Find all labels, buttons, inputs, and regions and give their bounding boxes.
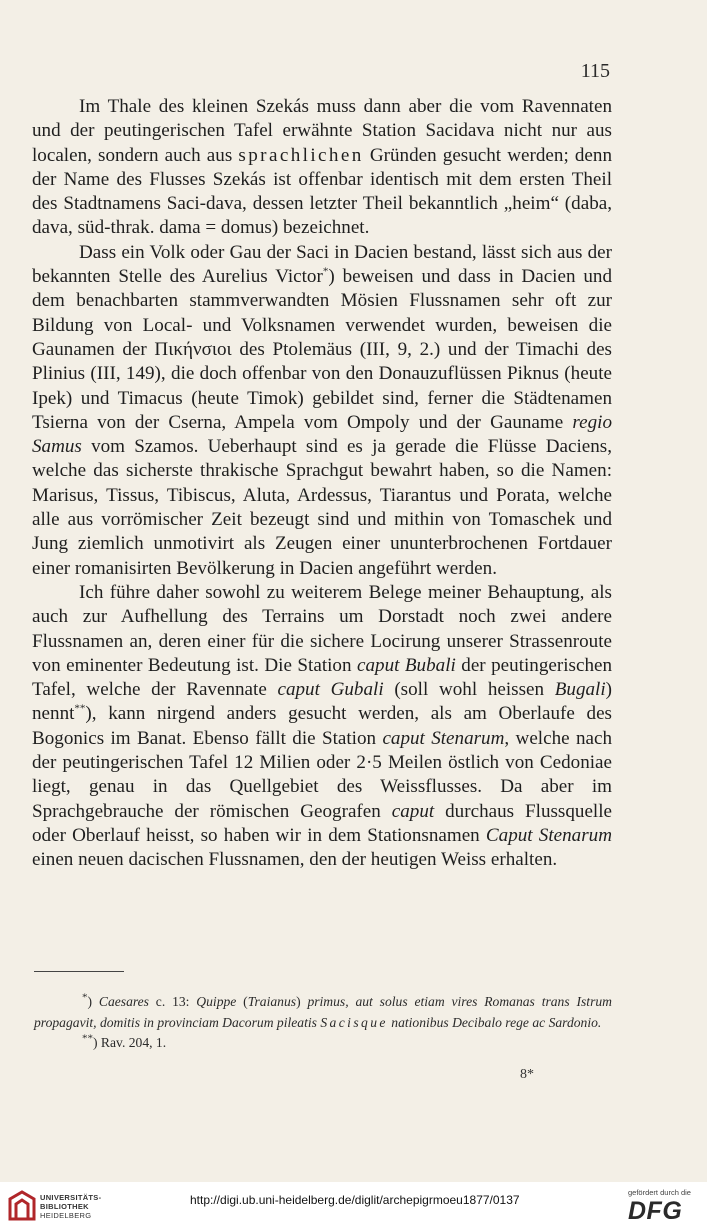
library-name[interactable] <box>40 1193 101 1220</box>
text-segment: Gründen gesucht werden; denn der Name des Flusses Szekás ist offenbar identisch mit dem ersten Theil des Stadtnamens Saci-dava, dessen letzter Theil bekanntlich „heim“ (daba, dava, süd-thrak. dama = domus) bezeichnet. <box>32 144 612 239</box>
text-segment: nationibus Decibalo rege ac Sardonio. <box>391 1014 602 1030</box>
sponsor-caption: gefördert durch die <box>628 1188 691 1197</box>
text-segment: caput Stenarum <box>382 727 505 749</box>
library-name-line-3: HEIDELBERG <box>40 1211 92 1220</box>
text-segment: vom Szamos. Ueberhaupt sind es ja gerade die Flüsse Daciens, welche das sicherste thrakische Sprachgut bewahrt haben, so die Namen: Marisus, Tissus, Tibiscus, Aluta, Ardessus, Tiarantus und Porata, welche alle aus vorrömischer Zeit bezeugt sind und mithin von Tomaschek und Jung ziemlich unmotivirt als Zeugen einer ununterbrochenen Fortdauer einer romanisirten Bevölkerung in Dacien angeführt werden. <box>32 436 612 579</box>
text-segment: ** <box>74 703 86 716</box>
text-segment: * <box>82 991 88 1004</box>
text-segment: primus, aut solus etiam vires Romanas trans Istrum propagavit, domitis in provinciam Dacorum pileatis <box>34 994 612 1030</box>
paragraph-2 <box>32 241 612 581</box>
footnote-rule <box>34 971 124 972</box>
paragraph-1 <box>32 95 612 241</box>
text-segment: Caput Stenarum <box>485 824 612 846</box>
text-segment: Traianus <box>247 994 297 1009</box>
text-segment: ) Rav. 204, 1. <box>93 1035 167 1050</box>
text-segment: , welche nach der peutingerischen Tafel 12 Milien oder 2·5 Meilen östlich von Cedoniae liegt, genau in das Quellgebiet des Weissflusses. Da aber im Sprachgebrauche der römischen Geografen <box>32 727 612 822</box>
viewer-footer <box>0 1182 707 1232</box>
text-segment: Sacisque <box>320 1014 388 1030</box>
text-segment: caput Bubali <box>357 654 456 676</box>
text-segment: Caesares <box>98 994 149 1009</box>
dfg-logo[interactable]: DFG <box>628 1197 683 1225</box>
paragraph-3 <box>32 581 612 873</box>
main-text <box>32 95 612 873</box>
printer-signature: 8* <box>520 1067 534 1082</box>
library-name-line-1: UNIVERSITÄTS- <box>40 1193 102 1202</box>
text-segment: durchaus Flussquelle oder Oberlauf heisst, so haben wir in dem Stationsnamen <box>32 800 612 846</box>
text-segment: ), kann nirgend anders gesucht werden, als am Oberlaufe des Bogonics im Banat. Ebenso fällt die Station <box>32 703 612 749</box>
text-segment: Quippe <box>196 994 237 1009</box>
text-segment: c. 13: <box>148 994 197 1009</box>
text-segment: Ich führe daher sowohl zu weiterem Belege meiner Behauptung, als auch zur Aufhellung des Terrains um Dorstadt noch zwei andere Flussnamen an, deren einer für die sichere Locirung unserer Strassenroute von eminenter Bedeutung ist. Die Station <box>32 581 612 676</box>
text-segment: einen neuen dacischen Flussnamen, den der heutigen Weiss erhalten. <box>32 849 558 871</box>
text-segment: der peutingerischen Tafel, welche der Ravennate <box>32 654 613 701</box>
text-segment: ) <box>296 994 308 1009</box>
text-segment: Im Thale des kleinen Szekás muss dann aber die vom Ravennaten und der peutingerischen Tafel erwähnte Station Sacidava nicht nur aus localen, sondern auch aus <box>32 96 612 166</box>
text-segment: (soll wohl heissen <box>383 679 555 701</box>
library-name-line-2: BIBLIOTHEK <box>40 1202 89 1211</box>
text-segment: ) beweisen und dass in Dacien und dem benachbarten stammverwandten Mösien Flussnamen sehr oft zur Bildung von Local- und Volksnamen verwendet wurden, beweisen die Gaunamen der Πικήνσιοι des Ptolemäus (III, 9, 2.) und der Timachi des Plinius (III, 149), die doch offenbar von den Donauzuflüssen Piknus (heute Ipek) und Timacus (heute Timok) gebildet sind, ferner die Städtenamen Tsierna von der Cserna, Ampela vom Ompoly und der Gauname <box>32 266 612 433</box>
permalink-url[interactable]: http://digi.ub.uni-heidelberg.de/diglit/archepigrmoeu1877/0137 <box>190 1193 520 1207</box>
page-number: 115 <box>580 60 610 82</box>
text-segment: caput Gubali <box>277 679 384 701</box>
text-segment: caput <box>391 800 435 822</box>
text-segment: sprachlichen <box>238 144 364 166</box>
text-segment: ) nennt <box>32 679 613 725</box>
footnote-1 <box>34 992 612 1033</box>
university-library-logo-icon[interactable] <box>6 1189 38 1223</box>
text-segment: ** <box>82 1032 93 1045</box>
footnote-2 <box>34 1033 612 1054</box>
text-segment: ) <box>87 994 99 1009</box>
text-segment: Dass ein Volk oder Gau der Saci in Dacien bestand, lässt sich aus der bekannten Stelle des Aurelius Victor <box>32 241 612 288</box>
text-segment: regio Samus <box>32 411 612 458</box>
text-segment: ( <box>236 994 248 1009</box>
text-segment: Bugali <box>554 679 606 701</box>
text-segment: * <box>322 265 329 278</box>
footnotes <box>34 992 612 1054</box>
